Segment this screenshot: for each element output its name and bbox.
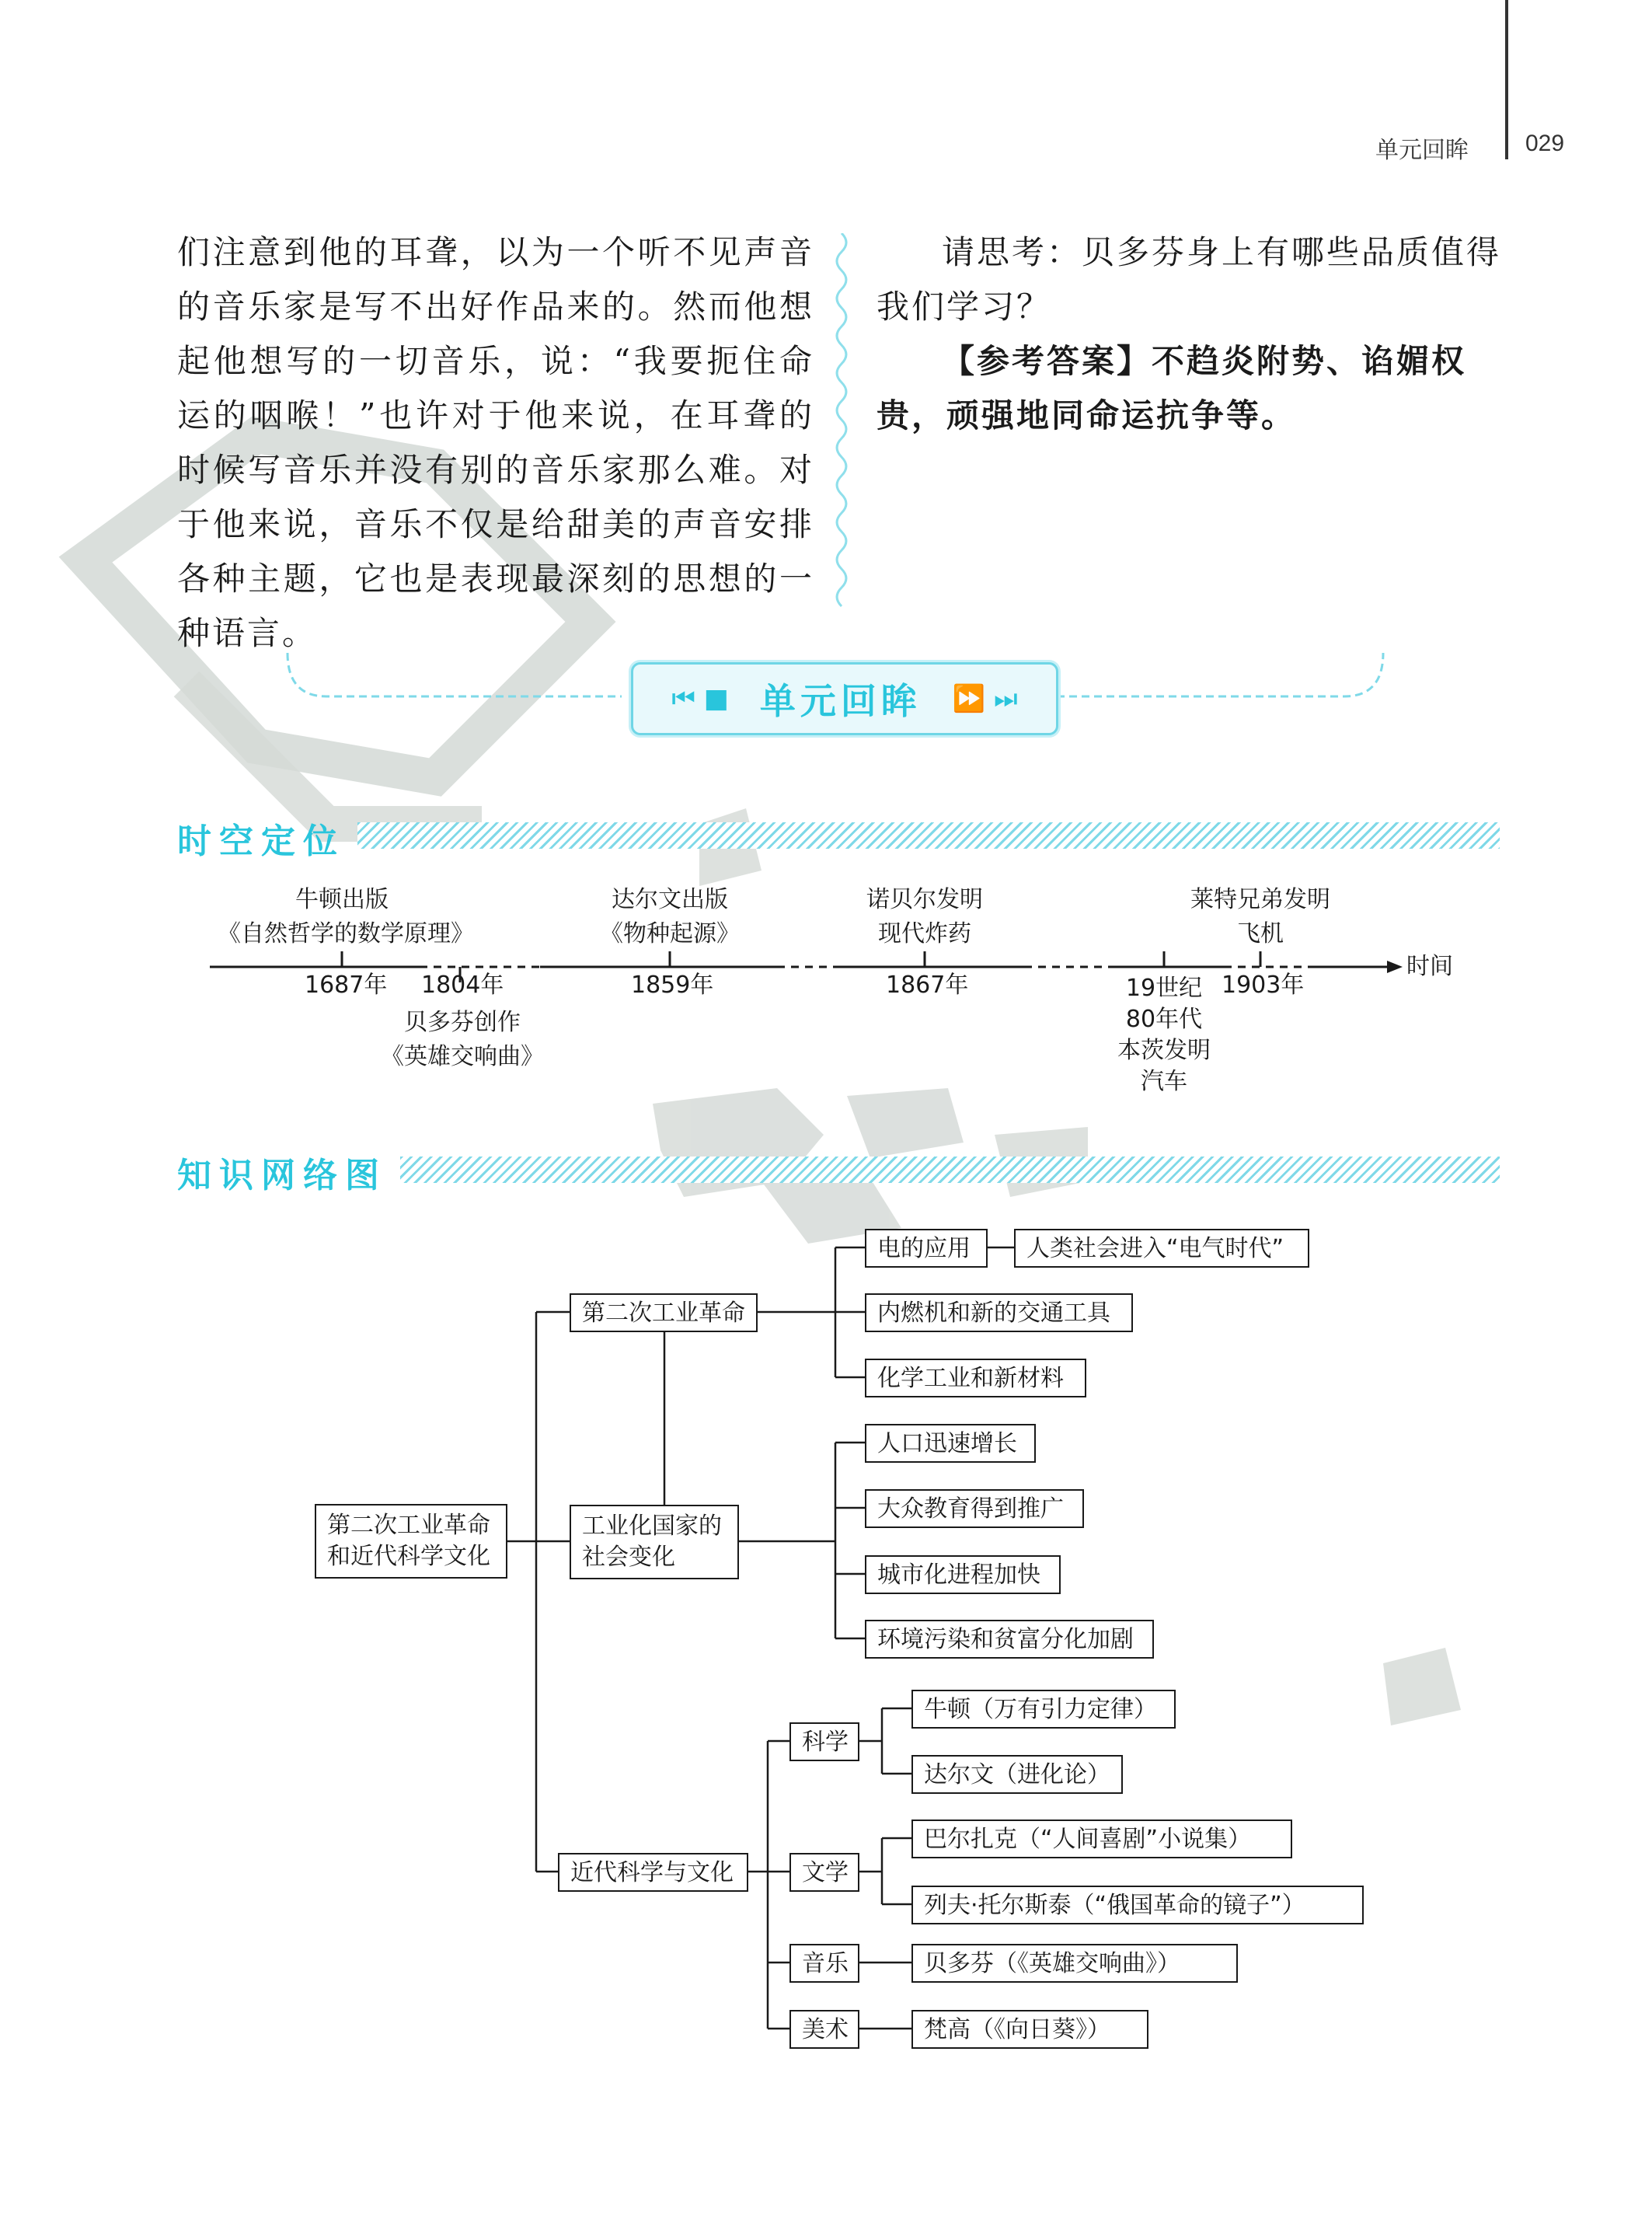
answer-text: 不趋炎附势、谄媚权贵，顽强地同命运抗争等。 [877,342,1467,434]
node-line: 和近代科学文化 [327,1543,490,1570]
event-line: 牛顿出版 [295,886,389,913]
event-1903-year: 1903年 [1222,972,1305,999]
event-1859-year: 1859年 [631,972,714,999]
node-chemical-industry: 化学工业和新材料 [865,1359,1086,1397]
node-newton: 牛顿（万有引力定律） [911,1690,1176,1729]
event-line: 《自然哲学的数学原理》 [218,920,474,947]
event-line: 莱特兄弟发明 [1190,886,1330,913]
event-1804-year: 1804年 [421,972,504,999]
event-line: 诺贝尔发明 [866,886,983,913]
node-combustion-engine: 内燃机和新的交通工具 [865,1293,1133,1332]
node-social-change [570,1505,739,1579]
event-line: 汽车 [1141,1068,1187,1095]
event-1687-year: 1687年 [305,972,388,999]
skip-back-icon: ⏮ ■ [671,683,729,714]
event-line: 现代炸药 [878,920,971,947]
event-line: 《物种起源》 [600,920,740,947]
event-1867-year: 1867年 [886,972,969,999]
node-group-music: 音乐 [789,1944,859,1983]
node-group-literature: 文学 [789,1853,859,1892]
timeline-heading: 时空定位 [177,822,345,861]
node-beethoven: 贝多芬（《英雄交响曲》） [911,1944,1238,1983]
skip-forward-icon: ⏩ ⏭ [952,683,1018,714]
node-group-art: 美术 [789,2010,859,2049]
reflection-question: 请思考：贝多芬身上有哪些品质值得我们学习？ [877,233,1502,326]
network-root-node [315,1504,507,1579]
node-line: 工业化国家的 [582,1512,722,1540]
node-tolstoy: 列夫·托尔斯泰（“俄国革命的镜子”） [911,1886,1364,1924]
answer-label: 【参考答案】 [942,342,1152,380]
page-number: 029 [1525,131,1565,156]
event-line: 达尔文出版 [612,886,728,913]
node-line: 第二次工业革命 [327,1512,490,1539]
node-modern-science-culture: 近代科学与文化 [558,1853,748,1892]
timeline-axis-label: 时间 [1406,953,1453,980]
event-line: 80年代 [1125,1006,1203,1033]
node-electricity: 电的应用 [865,1229,988,1268]
event-line: 飞机 [1237,920,1284,947]
node-mass-education: 大众教育得到推广 [865,1489,1084,1528]
node-group-science: 科学 [789,1722,859,1761]
event-line: 《英雄交响曲》 [381,1043,544,1070]
network-heading: 知识网络图 [177,1156,387,1195]
node-second-industrial-revolution: 第二次工业革命 [570,1293,758,1332]
running-header-section: 单元回眸 [1375,137,1469,164]
node-darwin: 达尔文（进化论） [911,1755,1123,1794]
event-line: 19世纪 [1125,975,1203,1002]
node-balzac: 巴尔扎克（“人间喜剧”小说集） [911,1820,1292,1858]
node-electric-age: 人类社会进入“电气时代” [1014,1229,1309,1268]
left-paragraph: 们注意到他的耳聋，以为一个听不见声音的音乐家是写不出好作品来的。然而他想起他想写的一切音乐，说：“我要扼住命运的咽喉！”也许对于他来说，在耳聋的时候写音乐并没有别的音乐家那么难。对于他来说，音乐不仅是给甜美的声音安排各种主题，它也是表现最深刻的思想的一种语言。 [177,233,814,652]
event-line: 贝多芬创作 [404,1009,521,1036]
node-van-gogh: 梵高（《向日葵》） [911,2010,1148,2049]
node-pollution-inequality: 环境污染和贫富分化加剧 [865,1620,1154,1659]
node-line: 社会变化 [582,1544,675,1571]
banner-title: 单元回眸 [759,680,922,722]
node-urbanization: 城市化进程加快 [865,1555,1061,1594]
event-line: 本茨发明 [1117,1037,1211,1064]
node-population-growth: 人口迅速增长 [865,1424,1036,1463]
